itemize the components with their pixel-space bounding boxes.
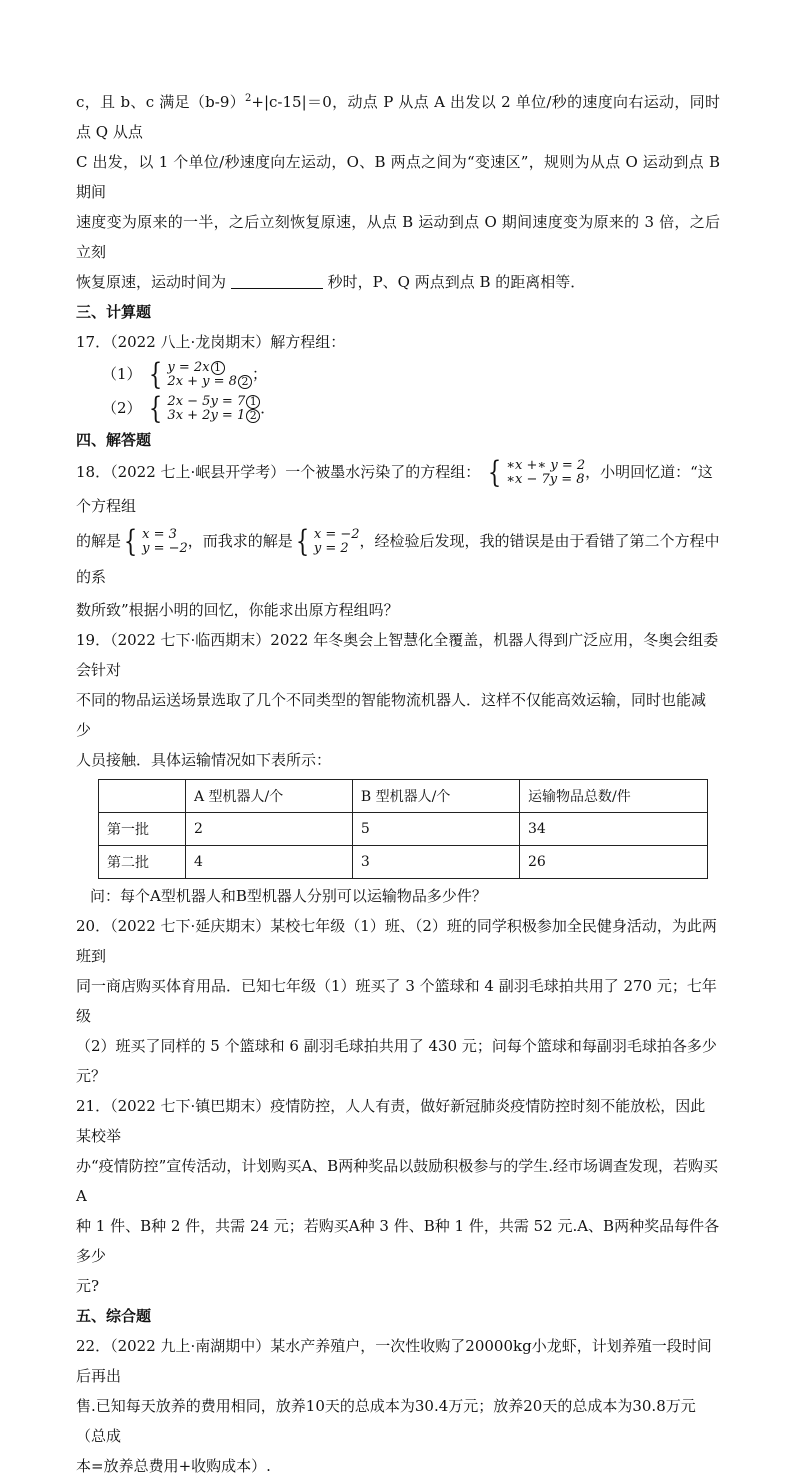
equation-system: { ∗x +∗ y = 2 ∗x − 7y = 8 — [487, 455, 586, 490]
equation: y = 2 — [313, 541, 349, 556]
q18-line-1 — [76, 455, 720, 523]
table-header-cell: A 型机器人/个 — [186, 780, 353, 813]
robot-transport-table — [98, 779, 708, 879]
q18-text-c: 的解是 — [76, 532, 122, 550]
table-cell: 26 — [520, 846, 708, 879]
q17-part-1-label: （1） — [102, 365, 142, 383]
table-cell: 2 — [186, 813, 353, 846]
q16-continuation — [76, 84, 720, 147]
circled-number: 1 — [246, 395, 260, 409]
q19-question: 问：每个A型机器人和B型机器人分别可以运输物品多少件？ — [90, 887, 487, 905]
table-cell: 34 — [520, 813, 708, 846]
equation-system: { x = −2 y = 2 — [295, 524, 360, 559]
punctuation: ． — [260, 399, 276, 417]
equation-system: { x = 3 y = −2 — [123, 524, 188, 559]
equation: y = 2x — [167, 360, 210, 375]
table-row — [99, 813, 708, 846]
section-heading-4: 四、解答题 — [76, 431, 152, 449]
section-heading-5: 五、综合题 — [76, 1307, 152, 1325]
equation: 2x + y = 8 — [167, 374, 237, 389]
equation: y = −2 — [142, 541, 188, 556]
equation: x = 3 — [142, 527, 177, 542]
q16-text-4b: 秒时，P、Q 两点到点 B 的距离相等． — [327, 273, 586, 291]
q20-line-2: 同一商店购买体育用品．已知七年级（1）班买了 3 个篮球和 4 副羽毛球拍共用了 270 元；七年级 — [76, 977, 717, 1025]
answer-blank[interactable] — [231, 272, 323, 289]
q22-line-1: 22．（2022 九上·南湖期中）某水产养殖户，一次性收购了20000kg小龙虾，计划养殖一段时间后再出 — [76, 1337, 712, 1385]
q16-line-4 — [76, 267, 720, 297]
q16-line-3: 速度变为原来的一半，之后立刻恢复原速，从点 B 运动到点 O 期间速度变为原来的 3 倍，之后立刻 — [76, 213, 720, 261]
table-cell: 5 — [352, 813, 519, 846]
table-header-row — [99, 780, 708, 813]
q16-text-4a: 恢复原速，运动时间为 — [76, 273, 227, 291]
equation: ∗x − 7y = 8 — [506, 472, 585, 487]
q16-text-1a: c，且 b、c 满足（b-9） — [76, 93, 246, 111]
equation-system: { y = 2x 1 2x + y = 8 2 — [146, 361, 252, 389]
q19-line-2: 不同的物品运送场景选取了几个不同类型的智能物流机器人．这样不仅能高效运输，同时也能减少 — [76, 691, 707, 739]
q17-part-1 — [102, 357, 720, 391]
q19-line-1: 19．（2022 七下·临西期末）2022 年冬奥会上智慧化全覆盖，机器人得到广泛应用，冬奥会组委会针对 — [76, 631, 719, 679]
table-header-cell: 运输物品总数/件 — [520, 780, 708, 813]
q21-line-1: 21．（2022 七下·镇巴期末）疫情防控，人人有责，做好新冠肺炎疫情防控时刻不能放松，因此某校举 — [76, 1097, 706, 1145]
q16-text-1b: +|c-15|＝0，动点 P 从点 A 出发以 2 单位/秒的速度向右运动，同时点 Q 从点 — [76, 93, 720, 141]
section-heading-3: 三、计算题 — [76, 303, 152, 321]
table-header-cell: B 型机器人/个 — [352, 780, 519, 813]
table-cell: 第二批 — [99, 846, 186, 879]
q17-part-2 — [102, 391, 720, 425]
q18-line-3: 数所致”根据小明的回忆，你能求出原方程组吗？ — [76, 601, 399, 619]
table-cell: 4 — [186, 846, 353, 879]
table-row — [99, 846, 708, 879]
circled-number: 2 — [246, 409, 260, 423]
q20-line-3: （2）班买了同样的 5 个篮球和 6 副羽毛球拍共用了 430 元；问每个篮球和每副羽毛球拍各多少元？ — [76, 1037, 717, 1085]
q21-line-4: 元? — [76, 1277, 100, 1295]
q19-line-3: 人员接触．具体运输情况如下表所示： — [76, 751, 332, 769]
table-cell: 3 — [352, 846, 519, 879]
q18-line-2 — [76, 523, 720, 595]
q18-text-a: 18．（2022 七上·岷县开学考）一个被墨水污染了的方程组： — [76, 463, 481, 481]
q22-line-3: 本=放养总费用+收购成本）. — [76, 1457, 271, 1475]
table-header-cell — [99, 780, 186, 813]
equation: 3x + 2y = 1 — [167, 408, 246, 423]
q18-text-d: ，而我求的解是 — [187, 532, 293, 550]
q21-line-3: 种 1 件、B种 2 件，共需 24 元；若购买A种 3 件、B种 1 件，共需 52 元.A、B两种奖品每件各多少 — [76, 1217, 720, 1265]
q21-line-2: 办“疫情防控”宣传活动，计划购买A、B两种奖品以鼓励积极参与的学生.经市场调查发现，若购买A — [76, 1157, 718, 1205]
equation: 2x − 5y = 7 — [167, 394, 246, 409]
circled-number: 1 — [211, 361, 225, 375]
q18-text-b: ，小明回忆道：“这个方程组 — [76, 463, 713, 515]
q17-part-2-label: （2） — [102, 399, 142, 417]
q22-line-2: 售.已知每天放养的费用相同，放养10天的总成本为30.4万元；放养20天的总成本为30.8万元（总成 — [76, 1397, 696, 1445]
q20-line-1: 20．（2022 七下·延庆期末）某校七年级（1）班、（2）班的同学积极参加全民健身活动，为此两班到 — [76, 917, 717, 965]
equation: ∗x +∗ y = 2 — [506, 458, 586, 473]
equation: x = −2 — [313, 527, 360, 542]
punctuation: ； — [251, 365, 267, 383]
q18-text-e: ，经检验后发现，我的错误是由于看错了第二个方程中的系 — [76, 532, 720, 586]
worksheet-page — [76, 84, 720, 1481]
table-cell: 第一批 — [99, 813, 186, 846]
q16-superscript: 2 — [245, 93, 252, 104]
q17-header: 17．（2022 八上·龙岗期末）解方程组： — [76, 333, 346, 351]
circled-number: 2 — [238, 375, 252, 389]
q16-line-2: C 出发，以 1 个单位/秒速度向左运动，O、B 两点之间为“变速区”，规则为从点 O 运动到点 B 期间 — [76, 153, 720, 201]
equation-system: { 2x − 5y = 7 1 3x + 2y = 1 2 — [146, 395, 260, 423]
